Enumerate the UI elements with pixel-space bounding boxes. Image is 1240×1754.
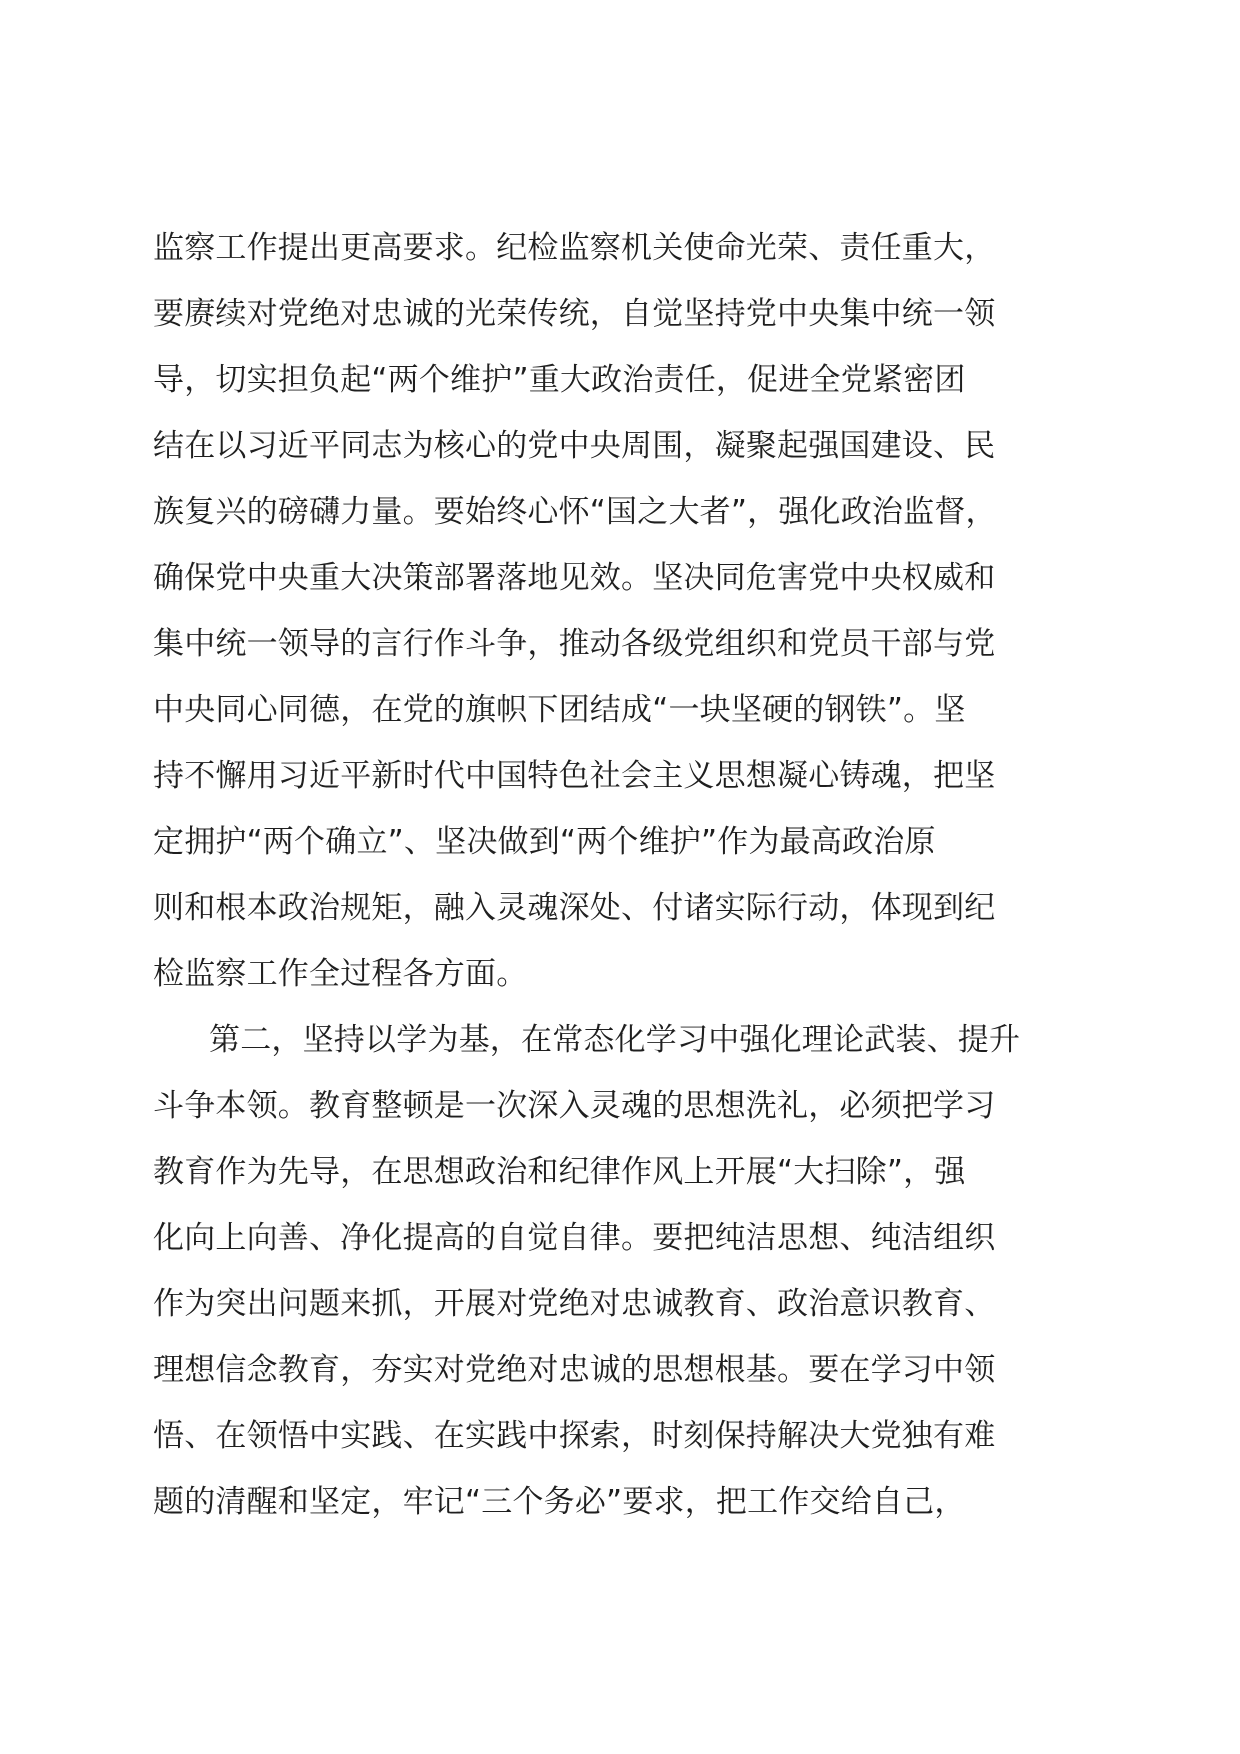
text-line: 持不懈用习近平新时代中国特色社会主义思想凝心铸魂，把坚 — [153, 758, 996, 794]
text-line: 中央同心同德，在党的旗帜下团结成“一块坚硬的钢铁”。坚 — [153, 692, 966, 728]
paragraph-1 — [153, 215, 1093, 1007]
text-line: 定拥护“两个确立”、坚决做到“两个维护”作为最高政治原 — [153, 824, 936, 860]
text-line: 监察工作提出更高要求。纪检监察机关使命光荣、责任重大， — [153, 230, 996, 266]
text-line: 集中统一领导的言行作斗争，推动各级党组织和党员干部与党 — [153, 626, 996, 662]
text-line: 悟、在领悟中实践、在实践中探索，时刻保持解决大党独有难 — [153, 1418, 996, 1454]
text-line: 要赓续对党绝对忠诚的光荣传统，自觉坚持党中央集中统一领 — [153, 296, 996, 332]
text-line: 结在以习近平同志为核心的党中央周围，凝聚起强国建设、民 — [153, 428, 996, 464]
text-line: 教育作为先导，在思想政治和纪律作风上开展“大扫除”，强 — [153, 1154, 966, 1190]
text-line: 理想信念教育，夯实对党绝对忠诚的思想根基。要在学习中领 — [153, 1352, 996, 1388]
text-line: 斗争本领。教育整顿是一次深入灵魂的思想洗礼，必须把学习 — [153, 1088, 996, 1124]
text-line: 检监察工作全过程各方面。 — [153, 956, 528, 992]
text-line: 作为突出问题来抓，开展对党绝对忠诚教育、政治意识教育、 — [153, 1286, 996, 1322]
text-line: 导，切实担负起“两个维护”重大政治责任，促进全党紧密团 — [153, 362, 966, 398]
text-line: 确保党中央重大决策部署落地见效。坚决同危害党中央权威和 — [153, 560, 996, 596]
text-line-indented: 第二，坚持以学为基，在常态化学习中强化理论武装、提升 — [209, 1022, 1021, 1058]
text-line: 族复兴的磅礴力量。要始终心怀“国之大者”，强化政治监督， — [153, 494, 997, 530]
text-line: 题的清醒和坚定，牢记“三个务必”要求，把工作交给自己， — [153, 1484, 966, 1520]
text-line: 化向上向善、净化提高的自觉自律。要把纯洁思想、纯洁组织 — [153, 1220, 996, 1256]
paragraph-2 — [153, 1007, 1093, 1535]
body-text — [153, 215, 1093, 1535]
text-line: 则和根本政治规矩，融入灵魂深处、付诸实际行动，体现到纪 — [153, 890, 996, 926]
